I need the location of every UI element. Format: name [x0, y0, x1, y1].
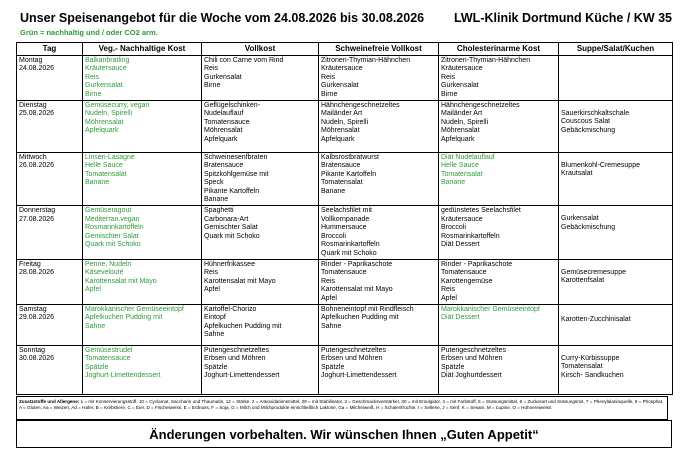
meal-line: Reis	[321, 73, 336, 81]
meal-line: Gurkensalat	[321, 82, 359, 90]
meal-line: Gurkensalat	[85, 82, 123, 90]
meal-line: Gebäckmischung	[561, 223, 616, 231]
day-cell	[17, 153, 83, 206]
meal-line: Putengeschnetzeltes	[204, 346, 269, 354]
meal-line: Quark mit Schoko	[321, 249, 377, 257]
day-row	[17, 345, 673, 394]
meal-line: Sahne	[321, 322, 342, 330]
meal-line: Kirsch- Sandkuchen	[561, 371, 624, 379]
meal-line: Rosmarinkartoffeln	[321, 241, 380, 249]
day-date: 28.08.2026	[19, 269, 55, 277]
meal-line: Birne	[204, 82, 221, 90]
meal-cell-chol	[439, 304, 559, 345]
meal-line: Kräutersauce	[441, 215, 483, 223]
kitchen-label: LWL-Klinik Dortmund Küche / KW 35	[453, 11, 672, 25]
meal-line: Kräutersauce	[441, 65, 483, 73]
table-header-row	[17, 43, 673, 56]
meal-line: Gemüsecurry, vegan	[85, 102, 150, 110]
meal-line: Birne	[321, 90, 338, 98]
day-row	[17, 206, 673, 259]
meal-line: Tomatensauce	[321, 269, 367, 277]
meal-cell-voll	[202, 259, 319, 304]
meal-line: Tomatensalat	[321, 179, 363, 187]
day-date: 27.08.2026	[19, 215, 55, 223]
day-name: Freitag	[19, 260, 41, 268]
meal-cell-veg	[83, 304, 202, 345]
meal-cell-veg	[83, 259, 202, 304]
meal-line: Schweinesenfbraten	[204, 154, 268, 162]
meal-line: Möhrensalat	[204, 127, 243, 135]
meal-line: Banane	[441, 179, 466, 187]
meal-cell-voll	[202, 304, 319, 345]
meal-line: Spaghetti	[204, 207, 234, 215]
meal-cell-veg	[83, 101, 202, 153]
meal-cell-chol	[439, 345, 559, 394]
meal-cell-schwein	[319, 304, 439, 345]
meal-line: Erbsen und Möhren	[441, 355, 503, 363]
meal-line: Gemüseragout	[85, 207, 132, 215]
column-header-schwein: Schweinefreie Vollkost	[319, 43, 439, 56]
meal-line: Hähnchengeschnetzeltes	[441, 102, 520, 110]
meal-line: Mailänder Art	[441, 110, 483, 118]
meal-line: Quark mit Schoko	[85, 241, 141, 249]
day-cell	[17, 345, 83, 394]
sustainability-legend: Grün = nachhaltig und / oder CO2 arm.	[20, 28, 158, 37]
meal-line: Broccoli	[321, 232, 346, 240]
meal-line: Nudelauflauf	[204, 110, 244, 118]
meal-line: Pikante Kartoffeln	[204, 187, 260, 195]
meal-cell-voll	[202, 153, 319, 206]
meal-line: Balkanbratling	[85, 57, 130, 64]
meal-line: Blumenkohl-Cremesuppe	[561, 162, 640, 170]
meal-line: Hähnchengeschnetzeltes	[321, 102, 400, 110]
day-date: 26.08.2026	[19, 162, 55, 170]
meal-line: Birne	[85, 90, 102, 98]
footer-message: Änderungen vorbehalten. Wir wünschen Ihnen „Guten Appetit“	[16, 420, 672, 448]
meal-line: Karottensalat mit Mayo	[204, 277, 276, 285]
meal-line: Birne	[441, 90, 458, 98]
meal-cell-suppe	[559, 259, 673, 304]
page-title: Unser Speisenangebot für die Woche vom 24.08.2026 bis 30.08.2026	[20, 11, 425, 25]
day-row	[17, 153, 673, 206]
meal-line: Möhrensalat	[321, 127, 360, 135]
meal-line: Reis	[321, 277, 336, 285]
meal-cell-chol	[439, 56, 559, 101]
meal-line: Kartoffel-Chorizo	[204, 305, 257, 313]
meal-line: Rosmarinkartoffeln	[85, 224, 144, 232]
meal-line: Gemischter Salat	[204, 224, 258, 232]
meal-line: Couscous Salat	[561, 118, 611, 126]
meal-line: Marokkanischer Gemüseeintopf	[441, 305, 540, 313]
meal-line: Apfel	[441, 294, 457, 302]
meal-line: Sahne	[85, 322, 106, 330]
allergen-notes	[16, 396, 668, 420]
meal-line: Apfelkuchen Pudding mit	[321, 314, 399, 322]
column-header-voll: Vollkost	[202, 43, 319, 56]
meal-line: Spitzkohlgemüse mit	[204, 170, 269, 178]
meal-line: Rinder - Paprikaschote	[321, 260, 393, 268]
meal-line: Sauerkirschkaltschale	[561, 110, 630, 118]
meal-line: Karottensalat mit Mayo	[321, 286, 393, 294]
meal-line: Carbonara-Art	[204, 215, 249, 223]
meal-line: Mediterran,vegan	[85, 215, 140, 223]
day-cell	[17, 56, 83, 101]
meal-line: Quark mit Schoko	[204, 232, 260, 240]
meal-cell-suppe	[559, 153, 673, 206]
meal-cell-chol	[439, 206, 559, 259]
day-date: 24.08.2026	[19, 65, 55, 73]
day-name: Mittwoch	[19, 154, 47, 162]
meal-line: Spätzle	[85, 363, 109, 371]
meal-line: Joghurt-Limettendessert	[321, 372, 397, 380]
meal-cell-chol	[439, 153, 559, 206]
meal-line: Diät Dessert	[441, 314, 480, 322]
meal-line: Tomatensalat	[85, 170, 127, 178]
meal-cell-suppe	[559, 304, 673, 345]
meal-line: Krautsalat	[561, 170, 593, 178]
meal-cell-veg	[83, 56, 202, 101]
meal-line: Banane	[321, 187, 346, 195]
column-header-chol: Cholesterinarme Kost	[439, 43, 559, 56]
meal-line: Tomatensauce	[204, 118, 250, 126]
meal-cell-chol	[439, 101, 559, 153]
day-name: Samstag	[19, 305, 47, 313]
meal-line: Reis	[441, 73, 456, 81]
meal-line: Gemüsecremesuppe	[561, 268, 626, 276]
meal-line: Diät Nudelauflauf	[441, 154, 495, 162]
meal-cell-veg	[83, 345, 202, 394]
meal-line: Penne, Nudeln	[85, 260, 132, 268]
meal-line: Putengeschnetzeltes	[321, 346, 386, 354]
day-row	[17, 101, 673, 153]
meal-line: Rosmarinkartoffeln	[441, 232, 500, 240]
meal-line: Spätzle	[204, 363, 228, 371]
day-date: 30.08.2026	[19, 355, 55, 363]
allergen-notes-label: Zusatzstoffe und Allergene:	[19, 399, 80, 404]
meal-cell-veg	[83, 153, 202, 206]
meal-line: Kräutersauce	[321, 65, 363, 73]
meal-line: Kalbsrostbratwurst	[321, 154, 379, 162]
meal-line: Reis	[441, 286, 456, 294]
meal-line: Reis	[85, 73, 100, 81]
meal-line: Karottengemüse	[441, 277, 493, 285]
meal-line: Karottensalat mit Mayo	[85, 277, 157, 285]
meal-line: Spätzle	[321, 363, 345, 371]
meal-line: Nudeln, Spirelli	[321, 118, 369, 126]
meal-line: Banane	[204, 196, 229, 204]
meal-line: Bohneneintopf mit Rindfleisch	[321, 305, 414, 313]
meal-line: Kräutersauce	[85, 65, 127, 73]
meal-line: Karottenfsalat	[561, 277, 605, 285]
meal-line: Helle Sauce	[441, 162, 479, 170]
meal-line: Geflügelschinken-	[204, 102, 261, 110]
meal-line: Gurkensalat	[204, 73, 242, 81]
day-row	[17, 56, 673, 101]
day-cell	[17, 304, 83, 345]
meal-line: Tomatensalat	[441, 170, 483, 178]
meal-line: Gemischter Salat	[85, 232, 139, 240]
meal-line: Möhrensalat	[85, 118, 124, 126]
day-date: 29.08.2026	[19, 314, 55, 322]
day-name: Donnerstag	[19, 207, 56, 215]
meal-line: Diät Dessert	[441, 241, 480, 249]
meal-line: Apfel	[204, 286, 220, 294]
meal-cell-suppe	[559, 56, 673, 101]
meal-line: Mailänder Art	[321, 110, 363, 118]
meal-cell-suppe	[559, 206, 673, 259]
meal-line: Reis	[204, 269, 219, 277]
day-row	[17, 304, 673, 345]
meal-line: Chili con Carne vom Rind	[204, 57, 284, 64]
meal-line: Apfelquark	[441, 135, 475, 143]
column-header-suppe: Suppe/Salat/Kuchen	[559, 43, 673, 56]
meal-line: Banane	[85, 179, 110, 187]
meal-line: Tomatensauce	[85, 355, 131, 363]
meal-line: Tomatensalat	[561, 363, 603, 371]
meal-line: Sahne	[204, 331, 225, 339]
day-name: Dienstag	[19, 102, 47, 110]
meal-line: Nudeln, Spirelli	[441, 118, 489, 126]
meal-line: Hummersauce	[321, 224, 367, 232]
meal-line: Diät Joghurtdessert	[441, 372, 502, 380]
meal-cell-voll	[202, 345, 319, 394]
day-cell	[17, 101, 83, 153]
meal-line: Gebäckmischung	[561, 126, 616, 134]
meal-line: Möhrensalat	[441, 127, 480, 135]
meal-line: Eintopf	[204, 314, 226, 322]
meal-line: Marokkanischer Gemüseeintopf	[85, 305, 184, 313]
meal-line: Karotten-Zucchinisalat	[561, 315, 631, 323]
meal-line: Speck	[204, 179, 224, 187]
meal-cell-veg	[83, 206, 202, 259]
meal-cell-chol	[439, 259, 559, 304]
meal-cell-schwein	[319, 259, 439, 304]
day-cell	[17, 259, 83, 304]
meal-line: Bratensauce	[204, 162, 244, 170]
meal-line: Erbsen und Möhren	[204, 355, 266, 363]
meal-line: Curry-Kürbissuppe	[561, 354, 620, 362]
allergen-notes-text: 1 = mit Konservierungsstoff, 10 = Cyclamat, Saccharin und Thaumatin, 12 = Stärke, 2 = Antioxidationsmittel, 29 = mit Stabilisator, 3 = Geschmacksverstärker, 30 = mit Emulgator, 4 = mit Farbstoff, 5 = Süssungsmittel, 6 = Zuckerart und Süssungsmit, 7 = Phenylalaninquelle, 8 = Phosphat, A = Gluten, Aa = Weizen, Ad = Hafer, B = Krebstiere, C = Eier, D = Fischeiweiss, E = Erdnuss, F = Soja, G = Milch und Milchprodukte einschließlich Laktose, Ga = Milcheiweiß, H = Schalenfrüchte, I = Sellerie, J = Senf, K = Sesam, M = Lupine, O = Hühnereiweiss	[19, 399, 664, 410]
meal-line: Apfelkuchen Pudding mit	[204, 322, 282, 330]
meal-line: Apfel	[321, 294, 337, 302]
meal-line: Seelachsfilet mit	[321, 207, 372, 215]
meal-cell-suppe	[559, 345, 673, 394]
meal-line: Zitronen-Thymian-Hähnchen	[441, 57, 531, 64]
meal-line: Apfelquark	[85, 127, 119, 135]
meal-line: Linsen-Lasagne	[85, 154, 135, 162]
meal-line: Käsevelouté	[85, 269, 124, 277]
day-date: 25.08.2026	[19, 110, 55, 118]
meal-line: Pikante Kartoffeln	[321, 170, 377, 178]
meal-cell-voll	[202, 56, 319, 101]
meal-line: Spätzle	[441, 363, 465, 371]
meal-line: Rinder - Paprikaschote	[441, 260, 513, 268]
meal-line: Broccoli	[441, 224, 466, 232]
meal-line: Erbsen und Möhren	[321, 355, 383, 363]
column-header-veg: Veg.- Nachhaltige Kost	[83, 43, 202, 56]
meal-line: Helle Sauce	[85, 162, 123, 170]
meal-cell-schwein	[319, 206, 439, 259]
meal-line: Apfelquark	[321, 135, 355, 143]
meal-line: Zitronen-Thymian-Hähnchen	[321, 57, 411, 64]
meal-cell-schwein	[319, 153, 439, 206]
day-name: Montag	[19, 57, 43, 64]
day-name: Sonntag	[19, 346, 46, 354]
meal-line: Gemüsestrudel	[85, 346, 133, 354]
day-cell	[17, 206, 83, 259]
meal-line: Putengeschnetzeltes	[441, 346, 506, 354]
meal-cell-schwein	[319, 101, 439, 153]
meal-line: Joghurt-Limettendessert	[204, 372, 280, 380]
meal-line: Vollkornpanade	[321, 215, 370, 223]
meal-cell-schwein	[319, 345, 439, 394]
meal-line: Joghurt-Limettendessert	[85, 372, 161, 380]
meal-line: Bratensauce	[321, 162, 361, 170]
meal-line: Apfelkuchen Pudding mit	[85, 314, 163, 322]
meal-cell-suppe	[559, 101, 673, 153]
menu-table	[16, 42, 673, 395]
meal-line: Gurkensalat	[441, 82, 479, 90]
meal-cell-voll	[202, 101, 319, 153]
column-header-day: Tag	[17, 43, 83, 56]
meal-line: gedünstetes Seelachsfilet	[441, 207, 521, 215]
meal-cell-voll	[202, 206, 319, 259]
meal-line: Apfel	[85, 286, 101, 294]
meal-line: Reis	[204, 65, 219, 73]
meal-line: Nudeln, Spirelli	[85, 110, 133, 118]
meal-cell-schwein	[319, 56, 439, 101]
meal-line: Hühnerfrikassee	[204, 260, 255, 268]
meal-line: Apfelquark	[204, 135, 238, 143]
meal-line: Gurkensalat	[561, 215, 599, 223]
day-row	[17, 259, 673, 304]
meal-line: Tomatensauce	[441, 269, 487, 277]
